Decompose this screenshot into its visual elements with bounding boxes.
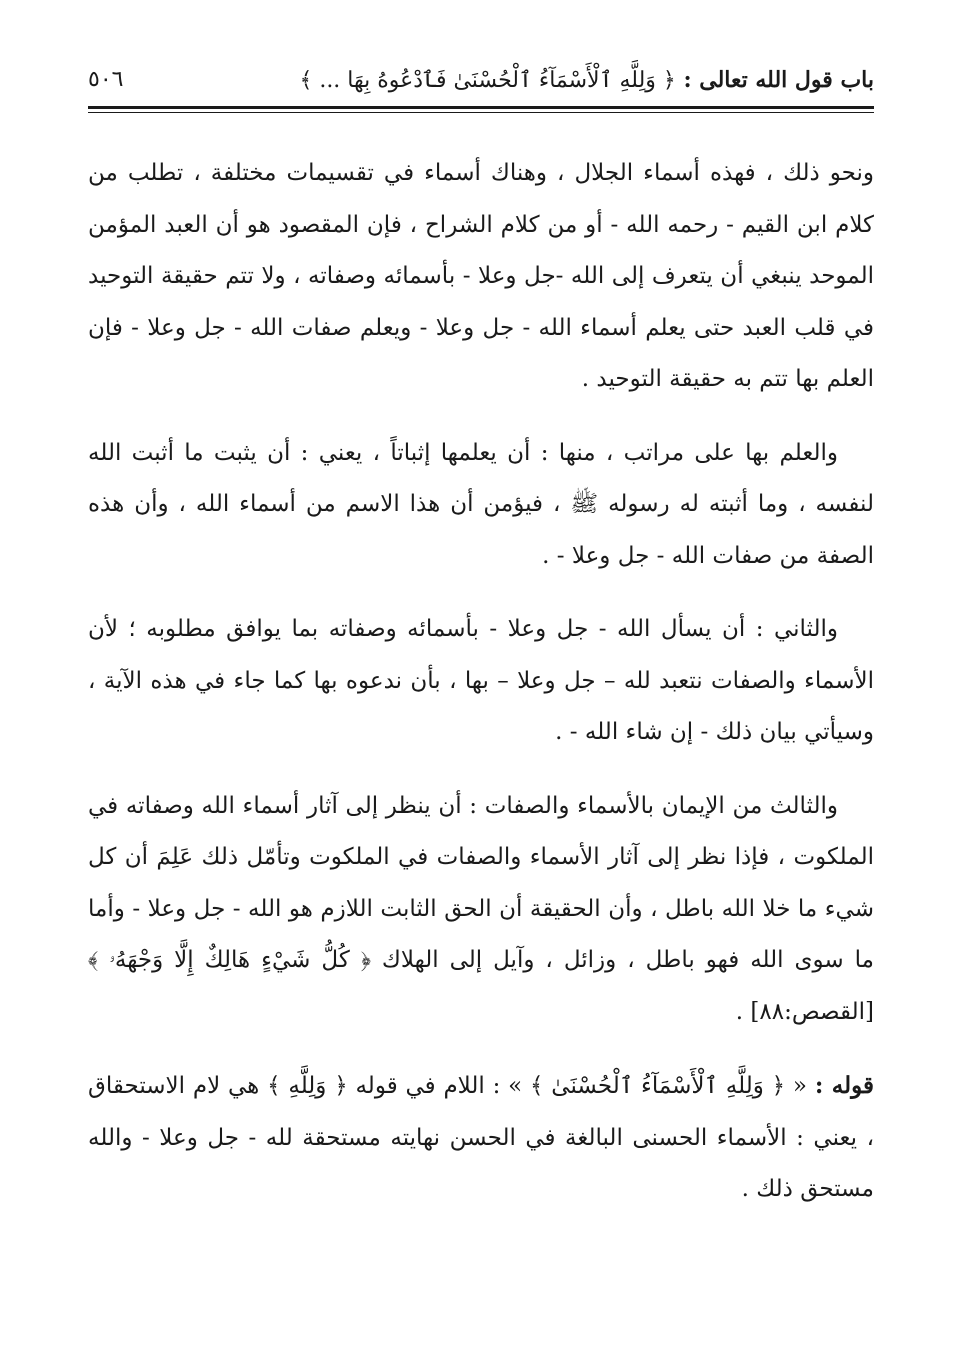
paragraph-5	[88, 1060, 874, 1216]
header-rule-thick	[88, 106, 874, 109]
page-header	[88, 62, 874, 102]
chapter-title-prefix: باب قول الله تعالى :	[683, 67, 874, 93]
paragraph-3: والثاني : أن يسأل الله - جل وعلا - بأسمائه وصفاته بما يوافق مطلوبه ؛ لأن الأسماء والصفات نتعبد لله – جل وعلا – بها ، بأن ندعوه بها كما جاء في هذه الآية ، وسيأتي بيان ذلك - إن شاء الله - .	[88, 616, 874, 745]
chapter-title	[299, 62, 874, 99]
chapter-title-verse: ﴿ وَلِلَّهِ ٱلْأَسْمَآءُ ٱلْحُسْنَىٰ فَٱدْعُوهُ بِهَا ... ﴾	[299, 68, 676, 93]
paragraph-1: ونحو ذلك ، فهذه أسماء الجلال ، وهناك أسماء في تقسيمات مختلفة ، تطلب من كلام ابن القيم - رحمه الله - أو من كلام الشراح ، فإن المقصود هو أن العبد المؤمن الموحد ينبغي أن يتعرف إلى الله -جل وعلا - بأسمائه وصفاته ، ولا تتم حقيقة التوحيد في قلب العبد حتى يعلم أسماء الله - جل وعلا - ويعلم صفات الله - جل وعلا - فإن العلم بها تتم به حقيقة التوحيد .	[88, 160, 874, 392]
paragraph-2: والعلم بها على مراتب ، منها : أن يعلمها إثباتاً ، يعني : أن يثبت ما أثبت الله لنفسه ، وما أثبته له رسوله ﷺ ، فيؤمن أن هذا الاسم من أسماء الله ، وأن هذه الصفة من صفات الله - جل وعلا - .	[88, 439, 874, 569]
header-rule-thin	[88, 112, 874, 113]
page-number: ٥٠٦	[88, 67, 124, 92]
paragraph-5-text: « ﴿ وَلِلَّهِ ٱلْأَسْمَآءُ ٱلْحُسْنَىٰ ﴾ » : اللام في قوله ﴿ وَلِلَّهِ ﴾ هي لام الاستحقاق ، يعني : الأسماء الحسنى البالغة في الحسن نهايته مستحقة لله - جل وعلا - والله مستحق ذلك .	[88, 1073, 874, 1202]
paragraph-4: والثالث من الإيمان بالأسماء والصفات : أن ينظر إلى آثار أسماء الله وصفاته في الملكوت ، فإذا نظر إلى آثار الأسماء والصفات في الملكوت وتأمّل ذلك عَلِمَ أن كل شيء ما خلا الله باطل ، وأن الحقيقة أن الحق الثابت اللازم هو الله - جل وعلا - وأما ما سوى الله فهو باطل ، وزائل ، وآيل إلى الهلاك ﴿ كُلُّ شَيْءٍ هَالِكٌ إِلَّا وَجْهَهُۥ ﴾ [القصص:٨٨] .	[88, 792, 874, 1025]
body-text	[88, 148, 874, 1238]
paragraph-5-lead: قوله :	[814, 1072, 875, 1099]
